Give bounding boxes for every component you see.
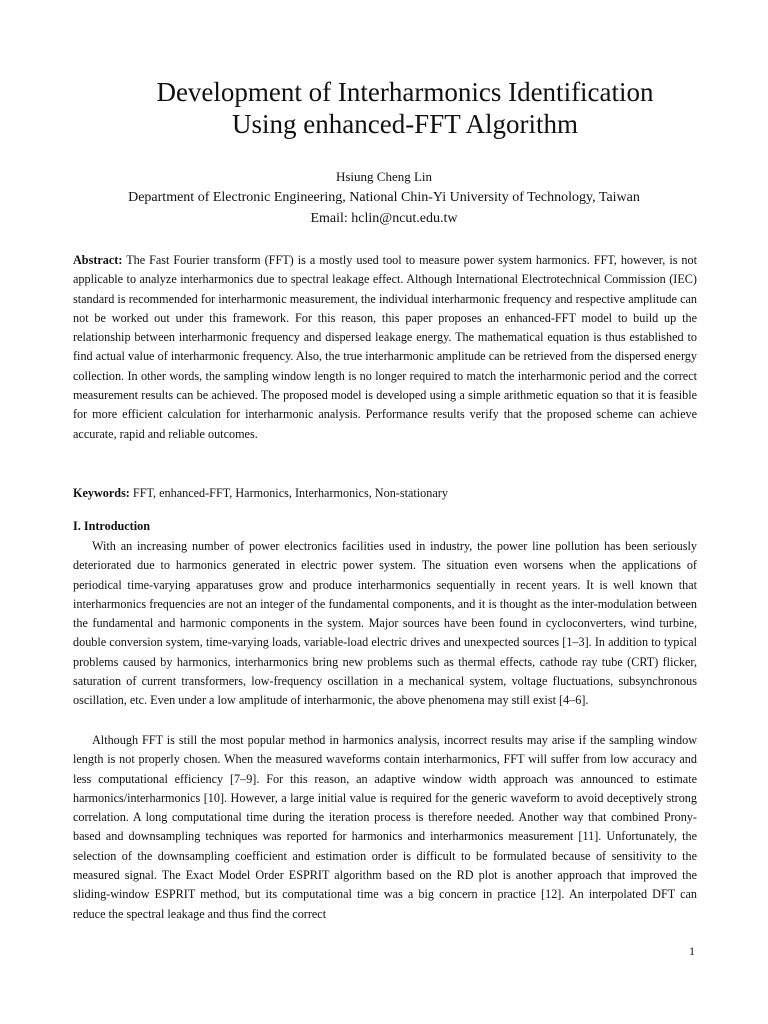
abstract-label: Abstract:: [73, 253, 123, 267]
author-email: Email: hclin@ncut.edu.tw: [310, 211, 458, 226]
author-name: Hsiung Cheng Lin: [335, 169, 433, 184]
intro-paragraph-2: Although FFT is still the most popular method in harmonics analysis, incorrect results may arise if the sampling window length is not properly chosen. When the measured waveforms contain interharmonics, FFT will suffer from low accuracy and less computational efficiency [7–9]. For this reason, an adaptive window width approach was announced to estimate harmonics/interharmonics [10]. However, a large initial value is required for the generic waveform to avoid deceptively strong correlation. A long computational time during the iteration process is therefore needed. Another way that combined Prony-based and downsampling techniques was reported for harmonics and interharmonics measurement [11]. Unfortunately, the selection of the downsampling coefficient and estimation order is difficult to be formulated because of sensitivity to the measured signal. The Exact Model Order ESPRIT algorithm based on the RD plot is another approach that improved the sliding-window ESPRIT method, but its computational time was a big concern in practice [12]. An interpolated DFT can reduce the spectral leakage and thus find the correct: [73, 733, 697, 921]
keywords-label: Keywords:: [73, 486, 130, 500]
keywords: [73, 484, 697, 503]
keywords-text: FFT, enhanced-FFT, Harmonics, Interharmonics, Non-stationary: [132, 486, 448, 500]
author-affiliation: Department of Electronic Engineering, National Chin-Yi University of Technology, Taiwan: [128, 190, 640, 205]
title-line-2: Using enhanced-FFT Algorithm: [232, 109, 578, 139]
abstract-text: The Fast Fourier transform (FFT) is a mostly used tool to measure power system harmonics. FFT, however, is not applicable to analyze interharmonics due to spectral leakage effect. Although International Electrotechnical Commission (IEC) standard is recommended for interharmonic measurement, the individual interharmonic frequency and respective amplitude can not be worked out under this framework. For this reason, this paper proposes an enhanced-FFT model to build up the relationship between interharmonic frequency and dispersed leakage energy. The mathematical equation is thus established to find actual value of interharmonic frequency. Also, the true interharmonic amplitude can be retrieved from the dispersed energy collection. In other words, the sampling window length is no longer required to match the interharmonic period and the correct measurement results can be achieved. The proposed model is developed using a simple arithmetic equation so that it is feasible for more efficient calculation for interharmonic analysis. Performance results verify that the proposed scheme can achieve accurate, rapid and reliable outcomes.: [73, 253, 698, 441]
title-line-1: Development of Interharmonics Identification: [156, 77, 654, 107]
intro-paragraph-1: With an increasing number of power electronics facilities used in industry, the power line pollution has been seriously deteriorated due to harmonics generated in electric power system. The situation even worsens when the applications of periodical time-varying apparatuses grow and produce interharmonics sequentially in recent years. It is well known that interharmonics frequencies are not an integer of the fundamental components, and it is thought as the inter-modulation between the fundamental and harmonic components in the system. Major sources have been found in cycloconverters, wind turbine, double conversion system, time-varying loads, variable-load electric drives and unexpected sources [1–3]. In addition to typical problems caused by harmonics, interharmonics bring new problems such as thermal effects, cathode ray tube (CRT) flicker, saturation of current transformers, low-frequency oscillation in a mechanical system, voltage fluctuations, subsynchronous oscillation, etc. Even under a low amplitude of interharmonic, the above phenomena may still exist [4–6].: [73, 539, 697, 708]
abstract: [73, 251, 697, 444]
section-heading: I. Introduction: [73, 519, 150, 533]
page-number: 1: [689, 944, 695, 958]
paper-title: [0, 76, 768, 140]
